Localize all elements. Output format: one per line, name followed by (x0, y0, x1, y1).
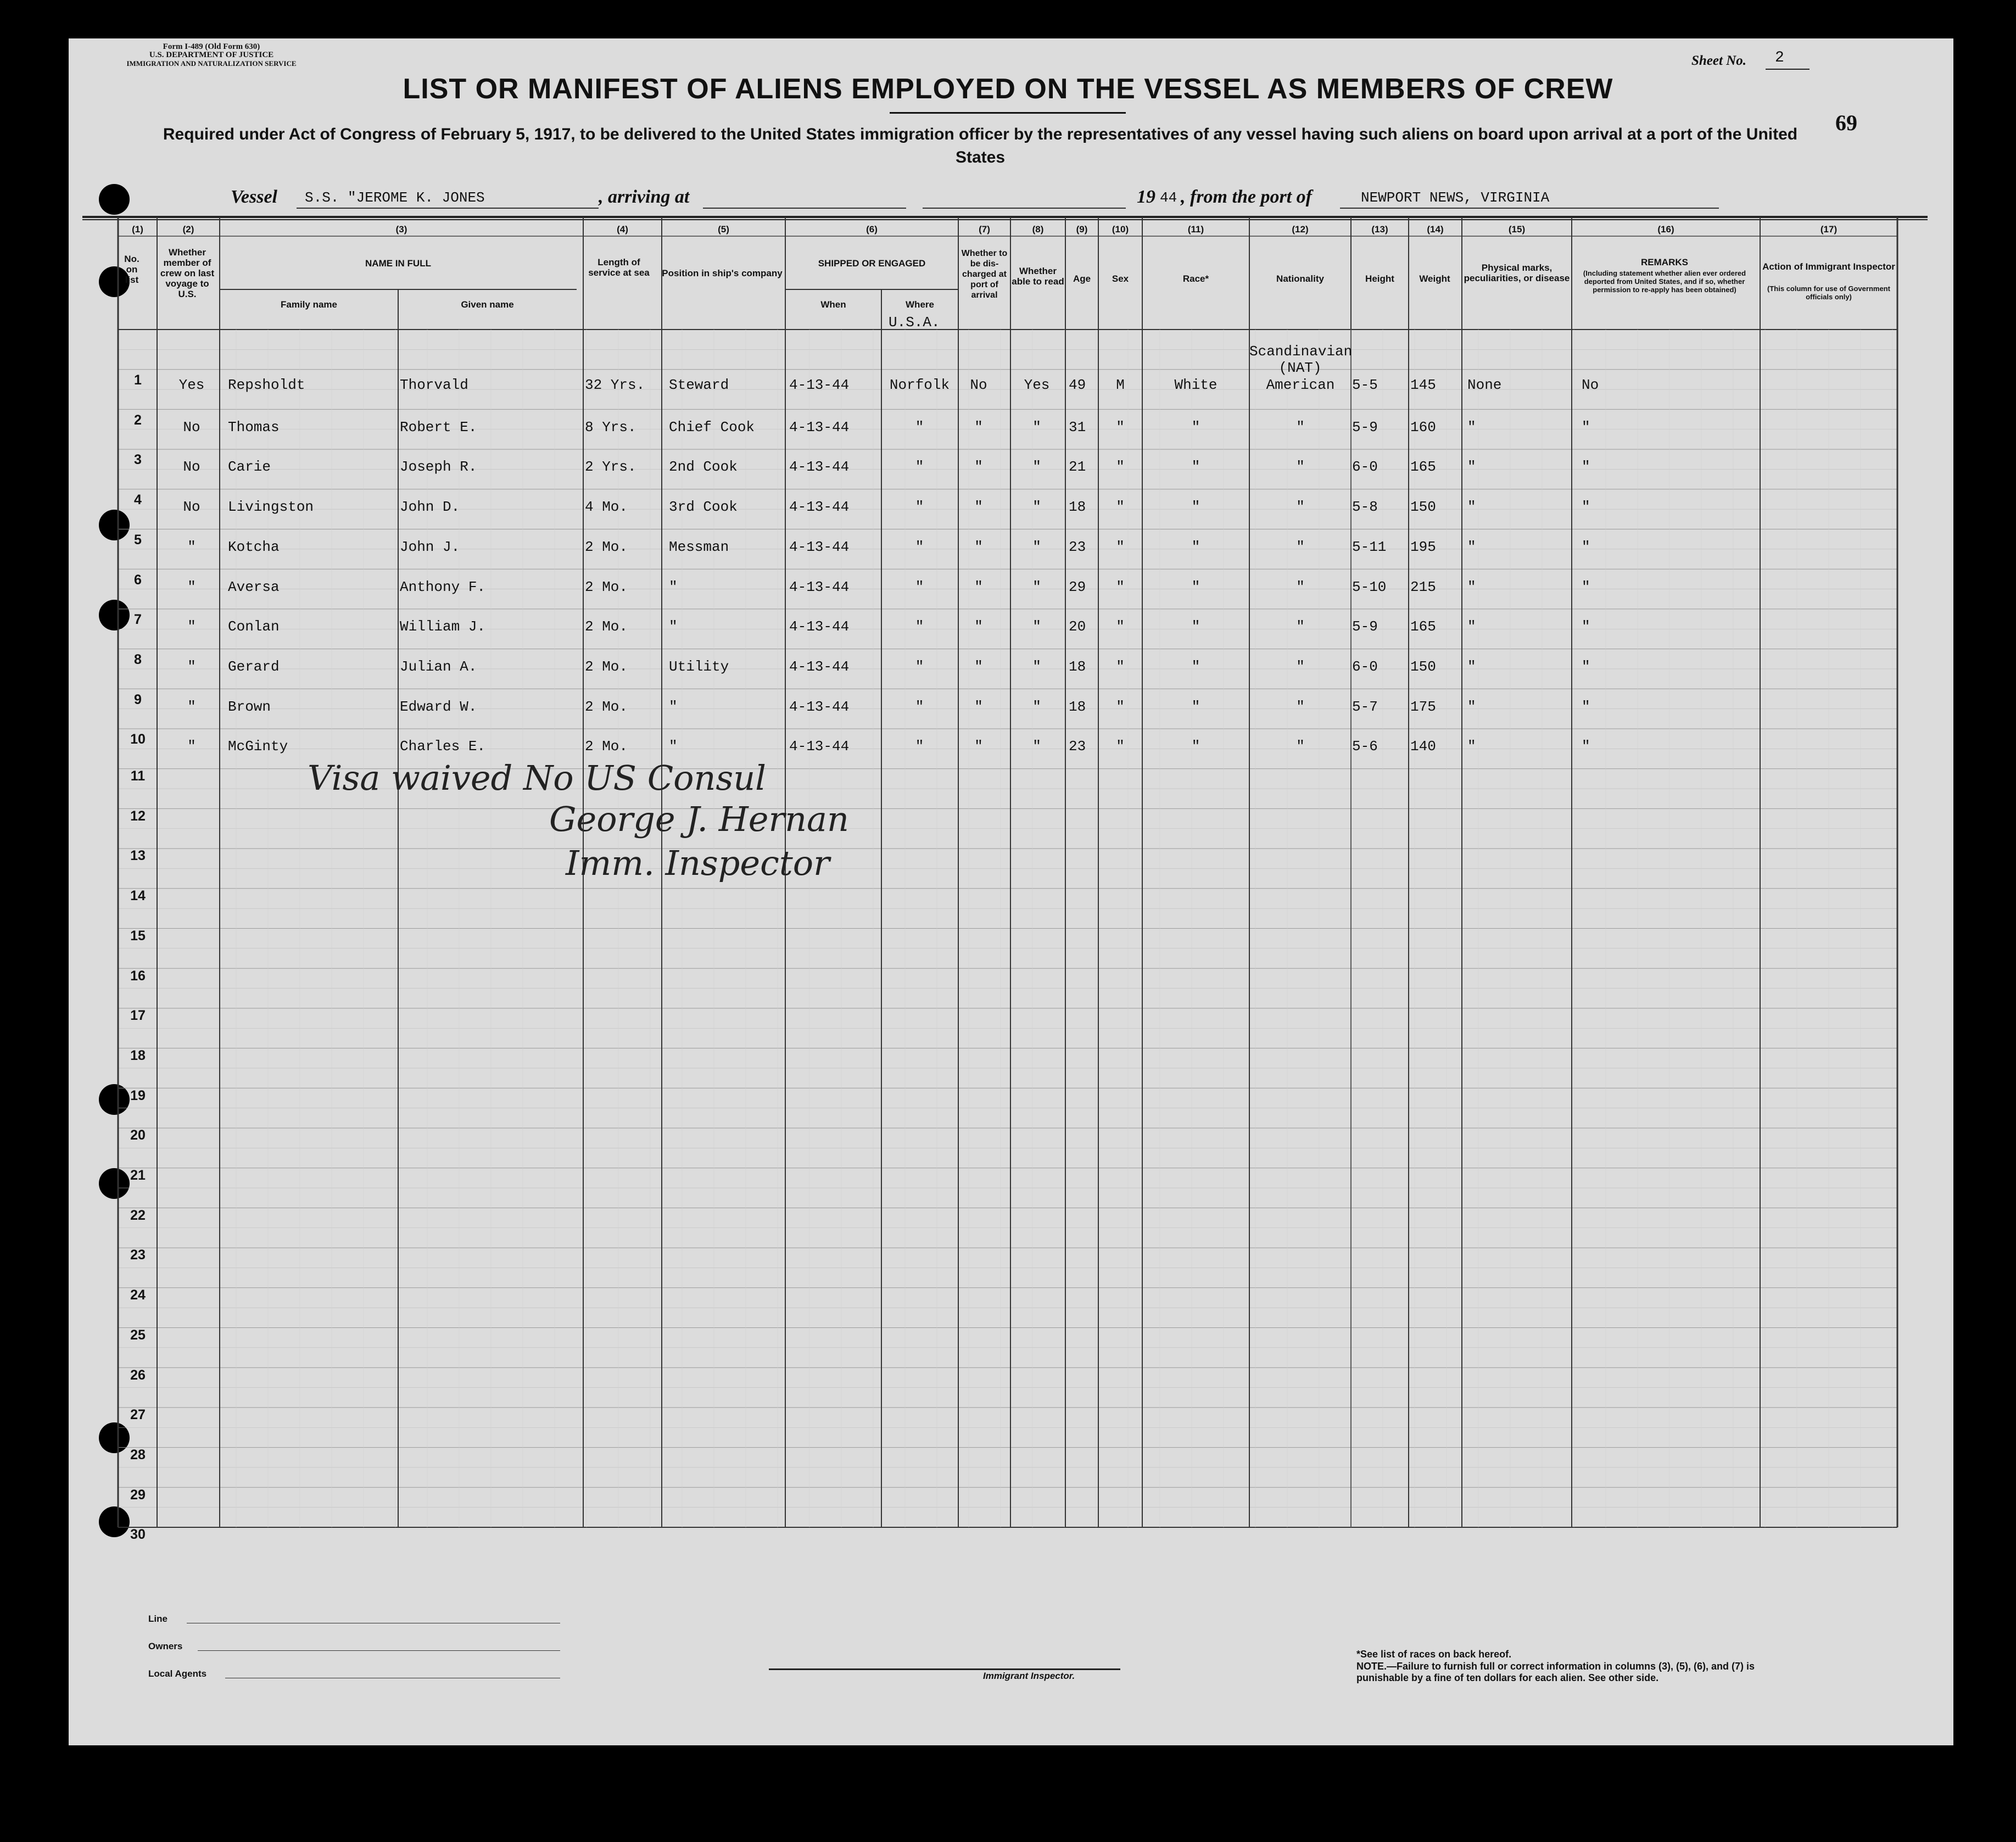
header-remarks-note: (Including statement whether alien ever ordered deported from United States, and if so, whether permission to re-apply has been obtained) (1583, 269, 1746, 294)
cell-when: 4-13-44 (789, 538, 850, 555)
header-position: Position in ship's company (662, 268, 783, 278)
header-discharged: Whether to be dis-charged at port of arrival (961, 249, 1008, 300)
cell-family: Carie (228, 459, 271, 476)
cell-marks: " (1467, 538, 1476, 555)
cell-given: Charles E. (400, 738, 486, 755)
column-number: (5) (718, 224, 729, 235)
cell-when: 4-13-44 (789, 499, 850, 516)
cell-position: " (669, 578, 678, 595)
header-nationality: Nationality (1276, 273, 1324, 284)
cell-weight: 150 (1410, 499, 1436, 516)
cell-sex: " (1116, 499, 1125, 516)
header-physical-marks: Physical marks, peculiarities, or disease (1464, 263, 1570, 283)
cell-sex: " (1116, 698, 1125, 715)
cell-read: " (1032, 698, 1041, 715)
cell-position: Utility (669, 658, 729, 675)
column-number: (13) (1371, 224, 1388, 235)
cell-discharged: " (974, 618, 983, 635)
header-length-of-service: Length of service at sea (588, 257, 650, 278)
cell-read: " (1032, 618, 1041, 635)
header-given-name: Given name (461, 299, 514, 310)
row-number: 9 (134, 691, 142, 707)
cell-position: Chief Cook (669, 418, 755, 436)
row-number: 8 (134, 651, 142, 667)
cell-nationality: " (1296, 578, 1305, 595)
cell-discharged: " (974, 658, 983, 675)
cell-length: 8 Yrs. (585, 418, 636, 436)
port-name: NEWPORT NEWS, VIRGINIA (1361, 189, 1550, 206)
cell-sex: " (1116, 658, 1125, 675)
cell-voyage: Yes (178, 377, 205, 393)
cell-family: Repsholdt (228, 377, 305, 393)
row-number: 30 (130, 1527, 146, 1543)
nationality-prefix: Scandinavian (NAT) (1249, 343, 1353, 376)
cell-when: 4-13-44 (789, 578, 850, 595)
cell-where: " (915, 698, 924, 715)
cell-voyage: " (187, 618, 196, 635)
column-number: (1) (132, 224, 143, 235)
cell-given: John D. (400, 499, 460, 516)
handwritten-signature: George J. Hernan (549, 799, 849, 839)
cell-where: " (915, 658, 924, 675)
cell-nationality: " (1296, 738, 1305, 755)
column-number: (3) (395, 224, 407, 235)
cell-sex: " (1116, 738, 1125, 755)
row-number: 2 (134, 412, 142, 428)
cell-age: 18 (1069, 499, 1086, 516)
cell-voyage: " (187, 698, 196, 715)
column-number: (10) (1112, 224, 1129, 235)
row-number: 29 (130, 1487, 146, 1503)
cell-race: " (1191, 538, 1200, 555)
cell-age: 31 (1069, 418, 1086, 436)
cell-family: McGinty (228, 738, 288, 755)
cell-position: 2nd Cook (669, 459, 738, 476)
cell-nationality: " (1296, 499, 1305, 516)
row-number: 10 (130, 732, 146, 747)
races-note: *See list of races on back hereof. (1356, 1649, 1512, 1660)
row-number: 3 (134, 452, 142, 468)
cell-discharged: No (970, 377, 987, 393)
cell-read: Yes (1024, 377, 1050, 393)
cell-marks: " (1467, 578, 1476, 595)
header-family-name: Family name (281, 299, 337, 310)
row-number: 15 (130, 928, 146, 944)
immigrant-inspector-label: Immigrant Inspector. (983, 1671, 1075, 1681)
cell-where: Norfolk (889, 377, 950, 393)
cell-race: " (1191, 459, 1200, 476)
cell-where: " (915, 578, 924, 595)
cell-age: 21 (1069, 459, 1086, 476)
cell-marks: " (1467, 738, 1476, 755)
cell-length: 2 Mo. (585, 738, 628, 755)
cell-weight: 195 (1410, 538, 1436, 555)
cell-height: 6-0 (1352, 459, 1378, 476)
cell-sex: " (1116, 618, 1125, 635)
cell-read: " (1032, 499, 1041, 516)
row-number: 13 (130, 848, 146, 864)
cell-sex: " (1116, 459, 1125, 476)
column-number: (4) (617, 224, 628, 235)
cell-race: White (1174, 377, 1218, 393)
cell-when: 4-13-44 (789, 377, 850, 393)
cell-given: Anthony F. (400, 578, 486, 595)
vessel-label: Vessel (231, 187, 277, 207)
row-number: 19 (130, 1087, 146, 1103)
service-name: IMMIGRATION AND NATURALIZATION SERVICE (126, 59, 297, 68)
header-able-to-read: Whether able to read (1012, 266, 1064, 287)
cell-given: Joseph R. (400, 459, 477, 476)
page-title: LIST OR MANIFEST OF ALIENS EMPLOYED ON THE VESSEL AS MEMBERS OF CREW (403, 73, 1613, 105)
cell-marks: " (1467, 618, 1476, 635)
cell-voyage: No (183, 418, 200, 436)
cell-race: " (1191, 658, 1200, 675)
owners-label: Owners (148, 1641, 183, 1651)
header-name-in-full: NAME IN FULL (365, 258, 431, 269)
cell-voyage: No (183, 459, 200, 476)
cell-weight: 140 (1410, 738, 1436, 755)
cell-age: 18 (1069, 698, 1086, 715)
cell-read: " (1032, 738, 1041, 755)
cell-sex: " (1116, 418, 1125, 436)
cell-nationality: American (1266, 377, 1335, 393)
column-number: (8) (1032, 224, 1044, 235)
header-shipped-or-engaged: SHIPPED OR ENGAGED (818, 258, 926, 269)
cell-length: 2 Mo. (585, 578, 628, 595)
header-height: Height (1365, 273, 1394, 284)
cell-height: 5-5 (1352, 377, 1378, 393)
cell-where: " (915, 618, 924, 635)
cell-sex: " (1116, 578, 1125, 595)
row-number: 25 (130, 1327, 146, 1343)
header-remarks: REMARKS (1641, 257, 1688, 267)
cell-nationality: " (1296, 698, 1305, 715)
row-number: 22 (130, 1207, 146, 1223)
cell-marks: " (1467, 698, 1476, 715)
cell-position: Messman (669, 538, 729, 555)
cell-race: " (1191, 738, 1200, 755)
column-number: (15) (1508, 224, 1526, 235)
cell-where: " (915, 499, 924, 516)
row-number: 14 (130, 888, 146, 904)
column-number: (6) (866, 224, 878, 235)
header-last-voyage: Whether member of crew on last voyage to U.S. (160, 247, 215, 299)
header-where: Where (906, 299, 934, 310)
cell-age: 23 (1069, 738, 1086, 755)
cell-voyage: " (187, 578, 196, 595)
cell-where: " (915, 418, 924, 436)
header-sex: Sex (1112, 273, 1129, 284)
row-number: 11 (130, 768, 146, 784)
row-number: 1 (134, 372, 142, 388)
row-number: 17 (130, 1008, 146, 1024)
cell-age: 18 (1069, 658, 1086, 675)
page-number: 69 (1835, 110, 1857, 135)
header-age: Age (1073, 273, 1091, 284)
cell-family: Kotcha (228, 538, 280, 555)
sheet-number: 2 (1775, 49, 1784, 66)
cell-length: 2 Mo. (585, 658, 628, 675)
cell-discharged: " (974, 538, 983, 555)
row-number: 6 (134, 572, 142, 588)
cell-remarks: No (1582, 377, 1599, 393)
cell-read: " (1032, 578, 1041, 595)
cell-voyage: " (187, 538, 196, 555)
column-number: (16) (1657, 224, 1674, 235)
cell-given: Robert E. (400, 418, 477, 436)
cell-given: William J. (400, 618, 486, 635)
cell-given: Thorvald (400, 377, 468, 393)
row-number: 5 (134, 532, 142, 548)
cell-where: " (915, 738, 924, 755)
row-number: 20 (130, 1127, 146, 1143)
cell-voyage: No (183, 499, 200, 516)
cell-remarks: " (1582, 658, 1590, 675)
cell-length: 2 Mo. (585, 618, 628, 635)
cell-remarks: " (1582, 499, 1590, 516)
handwritten-inspector-title: Imm. Inspector (566, 843, 830, 883)
cell-height: 5-9 (1352, 618, 1378, 635)
cell-length: 32 Yrs. (585, 377, 645, 393)
cell-race: " (1191, 698, 1200, 715)
cell-age: 23 (1069, 538, 1086, 555)
local-agents-label: Local Agents (148, 1668, 207, 1679)
cell-length: 4 Mo. (585, 499, 628, 516)
cell-when: 4-13-44 (789, 658, 850, 675)
row-number: 26 (130, 1367, 146, 1383)
cell-family: Aversa (228, 578, 280, 595)
header-weight: Weight (1419, 273, 1450, 284)
cell-when: 4-13-44 (789, 618, 850, 635)
row-number: 24 (130, 1287, 146, 1303)
cell-nationality: " (1296, 538, 1305, 555)
cell-family: Gerard (228, 658, 280, 675)
cell-position: " (669, 698, 678, 715)
cell-voyage: " (187, 738, 196, 755)
cell-weight: 175 (1410, 698, 1436, 715)
cell-discharged: " (974, 698, 983, 715)
cell-race: " (1191, 618, 1200, 635)
cell-discharged: " (974, 418, 983, 436)
cell-marks: " (1467, 499, 1476, 516)
cell-marks: " (1467, 459, 1476, 476)
cell-given: Julian A. (400, 658, 477, 675)
header-no-on-list: No. on list (124, 254, 139, 285)
row-number: 7 (134, 612, 142, 628)
row-number: 4 (134, 492, 142, 508)
row-number: 18 (130, 1047, 146, 1063)
cell-read: " (1032, 459, 1041, 476)
cell-height: 5-7 (1352, 698, 1378, 715)
cell-weight: 145 (1410, 377, 1436, 393)
cell-remarks: " (1582, 698, 1590, 715)
cell-position: " (669, 618, 678, 635)
cell-height: 5-11 (1352, 538, 1387, 555)
row-number: 12 (130, 808, 146, 824)
cell-race: " (1191, 418, 1200, 436)
column-number: (2) (182, 224, 194, 235)
cell-marks: " (1467, 658, 1476, 675)
cell-when: 4-13-44 (789, 459, 850, 476)
cell-where: " (915, 538, 924, 555)
cell-read: " (1032, 418, 1041, 436)
cell-family: Thomas (228, 418, 280, 436)
cell-remarks: " (1582, 538, 1590, 555)
cell-voyage: " (187, 658, 196, 675)
cell-weight: 165 (1410, 618, 1436, 635)
penalty-note: NOTE.—Failure to furnish full or correct information in columns (3), (5), (6), and (7) is punishable by a fine of ten dollars for each alien. See other side. (1356, 1661, 1755, 1683)
cell-position: " (669, 738, 678, 755)
column-number: (14) (1427, 224, 1444, 235)
cell-remarks: " (1582, 459, 1590, 476)
row-number: 27 (130, 1407, 146, 1423)
cell-weight: 150 (1410, 658, 1436, 675)
cell-remarks: " (1582, 418, 1590, 436)
cell-weight: 160 (1410, 418, 1436, 436)
header-when: When (820, 299, 846, 310)
cell-discharged: " (974, 578, 983, 595)
year-suffix: 44 (1160, 189, 1177, 206)
header-action: Action of Immigrant Inspector (1762, 261, 1895, 272)
cell-when: 4-13-44 (789, 738, 850, 755)
cell-marks: " (1467, 418, 1476, 436)
column-number: (17) (1820, 224, 1838, 235)
cell-discharged: " (974, 499, 983, 516)
header-race: Race* (1182, 273, 1209, 284)
line-label: Line (148, 1614, 167, 1624)
cell-discharged: " (974, 459, 983, 476)
column-number: (9) (1076, 224, 1088, 235)
cell-length: 2 Mo. (585, 538, 628, 555)
from-port-label: , from the port of (1181, 187, 1312, 207)
cell-marks: None (1467, 377, 1502, 393)
cell-nationality: " (1296, 459, 1305, 476)
cell-length: 2 Mo. (585, 698, 628, 715)
column-number: (12) (1292, 224, 1309, 235)
form-id: Form I-489 (Old Form 630) (163, 42, 260, 51)
cell-height: 5-6 (1352, 738, 1378, 755)
cell-given: Edward W. (400, 698, 477, 715)
cell-weight: 165 (1410, 459, 1436, 476)
cell-age: 29 (1069, 578, 1086, 595)
row-number: 28 (130, 1447, 146, 1463)
year-prefix: 19 (1137, 187, 1155, 207)
cell-when: 4-13-44 (789, 698, 850, 715)
cell-position: 3rd Cook (669, 499, 738, 516)
sheet-label: Sheet No. (1691, 53, 1746, 68)
cell-remarks: " (1582, 618, 1590, 635)
cell-sex: " (1116, 538, 1125, 555)
page-subtitle: Required under Act of Congress of February 5, 1917, to be delivered to the United States immigration officer by the representatives of any vessel having such aliens on board upon arrival at a port of the United States (163, 125, 1798, 166)
header-action-note: (This column for use of Government officials only) (1767, 284, 1890, 301)
row-number: 23 (130, 1247, 146, 1263)
row-number: 16 (130, 968, 146, 984)
cell-height: 5-8 (1352, 499, 1378, 516)
cell-remarks: " (1582, 578, 1590, 595)
cell-given: John J. (400, 538, 460, 555)
cell-height: 5-10 (1352, 578, 1387, 595)
cell-when: 4-13-44 (789, 418, 850, 436)
cell-position: Steward (669, 377, 729, 393)
cell-race: " (1191, 499, 1200, 516)
cell-nationality: " (1296, 658, 1305, 675)
department: U.S. DEPARTMENT OF JUSTICE (149, 51, 274, 59)
cell-remarks: " (1582, 738, 1590, 755)
cell-nationality: " (1296, 618, 1305, 635)
column-number: (11) (1187, 224, 1204, 235)
arriving-label: , arriving at (599, 187, 690, 207)
vessel-name: S.S. "JEROME K. JONES (305, 189, 485, 206)
row-number: 21 (130, 1168, 146, 1183)
where-header-value: U.S.A. (889, 314, 940, 331)
cell-height: 6-0 (1352, 658, 1378, 675)
cell-height: 5-9 (1352, 418, 1378, 436)
cell-age: 20 (1069, 618, 1086, 635)
cell-family: Brown (228, 698, 271, 715)
cell-family: Livingston (228, 499, 314, 516)
cell-discharged: " (974, 738, 983, 755)
cell-sex: M (1116, 377, 1125, 393)
handwritten-visa-note: Visa waived No US Consul (308, 758, 766, 798)
cell-read: " (1032, 538, 1041, 555)
cell-race: " (1191, 578, 1200, 595)
column-number: (7) (979, 224, 990, 235)
cell-nationality: " (1296, 418, 1305, 436)
cell-weight: 215 (1410, 578, 1436, 595)
cell-family: Conlan (228, 618, 280, 635)
cell-age: 49 (1069, 377, 1086, 393)
cell-length: 2 Yrs. (585, 459, 636, 476)
cell-read: " (1032, 658, 1041, 675)
cell-where: " (915, 459, 924, 476)
